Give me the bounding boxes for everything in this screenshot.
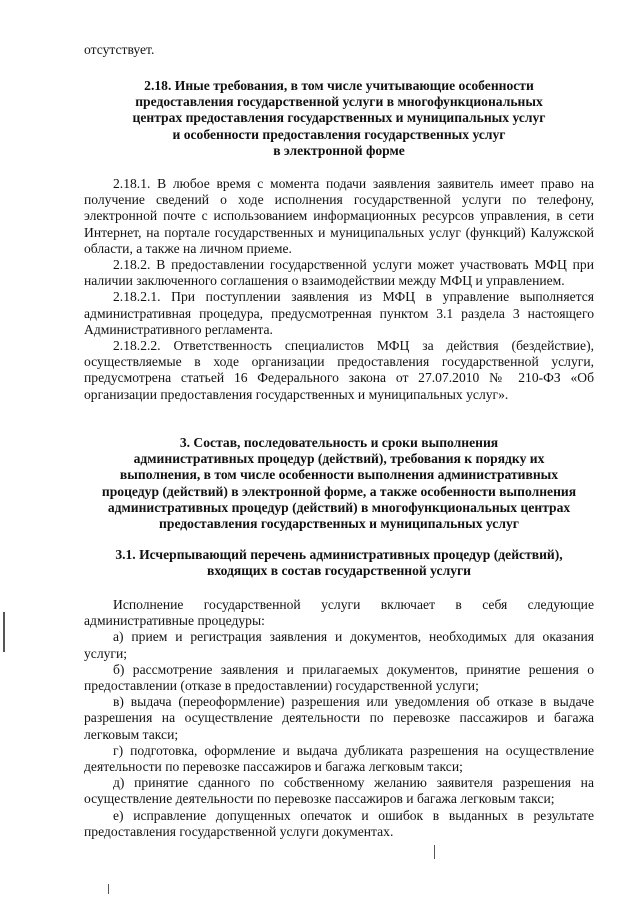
heading-line: предоставления государственных и муниципальных услуг [159,516,519,532]
scan-artifact-mark [108,884,109,894]
heading-line: и особенности предоставления государственных услуг [172,126,506,142]
scan-artifact-mark [3,612,5,652]
list-item: в) выдача (переоформление) разрешения или уведомления об отказе в выдаче разрешения на осуществление деятельности по перевозке пассажиров и багажа легковым такси; [84,694,594,742]
heading-line: процедур (действий) в электронной форме, а также особенности выполнения [101,483,577,499]
paragraph-2-18-2: 2.18.2. В предоставлении государственной услуги может участвовать МФЦ при наличии заключенного соглашения о взаимодействии между МФЦ и управлением. [84,257,594,289]
paragraph-2-18-2-2: 2.18.2.2. Ответственность специалистов МФЦ за действия (бездействие), осуществляемые в ходе организации предоставления государственной услуги, предусмотрена статьей 16 Федерального закона от 27.07.2010 № 210-ФЗ «Об организации предоставления государственных и муниципальных услуг». [84,338,594,402]
intro-line: Исполнение государственной услуги включает в себя следующие [113,597,594,612]
list-item: б) рассмотрение заявления и прилагаемых документов, принятие решения о предоставлении (отказе в предоставлении) государственной услуги; [84,661,594,694]
heading-line: административных процедур (действий), требования к порядку их [133,451,545,467]
heading-line: предоставления государственной услуги в многофункциональных [135,94,543,110]
heading-line: в электронной форме [273,142,405,158]
scan-artifact-mark [434,845,435,859]
heading-line: 2.18. Иные требования, в том числе учитывающие особенности [144,78,534,93]
heading-line: административных процедур (действий) в многофункциональных центрах [107,499,571,515]
section-3-1-body [84,597,594,840]
section-2-18-heading [84,78,594,159]
section-3-heading [78,435,600,532]
list-item: е) исправление допущенных опечаток и ошибок в выданных в результате предоставления государственной услуги документах. [84,807,594,839]
heading-line: 3.1. Исчерпывающий перечень административных процедур (действий), [115,547,563,562]
heading-line: центрах предоставления государственных и муниципальных услуг [132,110,546,126]
section-3-1-heading [84,547,594,579]
heading-line: выполнения, в том числе особенности выполнения административных [119,467,559,483]
heading-line: 3. Состав, последовательность и сроки выполнения [179,435,499,450]
paragraph-2-18-2-1: 2.18.2.1. При поступлении заявления из МФЦ в управление выполняется административная процедура, предусмотренная пунктом 3.1 раздела 3 настоящего Административного регламента. [84,289,594,337]
heading-line: входящих в состав государственной услуги [206,563,472,579]
list-item: а) прием и регистрация заявления и документов, необходимых для оказания услуги; [84,629,594,661]
intro-line: административные процедуры: [84,613,265,629]
paragraph-2-18-1: 2.18.1. В любое время с момента подачи заявления заявитель имеет право на получение сведений о ходе исполнения государственной услуги по телефону, электронной почте с использованием информационных ресурсов управления, в сети Интернет, на портале государственных и муниципальных услуг (функций) Калужской области, а также на личном приеме. [84,176,594,256]
continuation-text: отсутствует. [84,42,155,57]
list-item: г) подготовка, оформление и выдача дубликата разрешения на осуществление деятельности по перевозке пассажиров и багажа легковым такси; [84,742,594,775]
list-item: д) принятие сданного по собственному желанию заявителя разрешения на осуществление деятельности по перевозке пассажиров и багажа легковым такси; [84,775,594,807]
section-2-18-body [84,176,594,403]
